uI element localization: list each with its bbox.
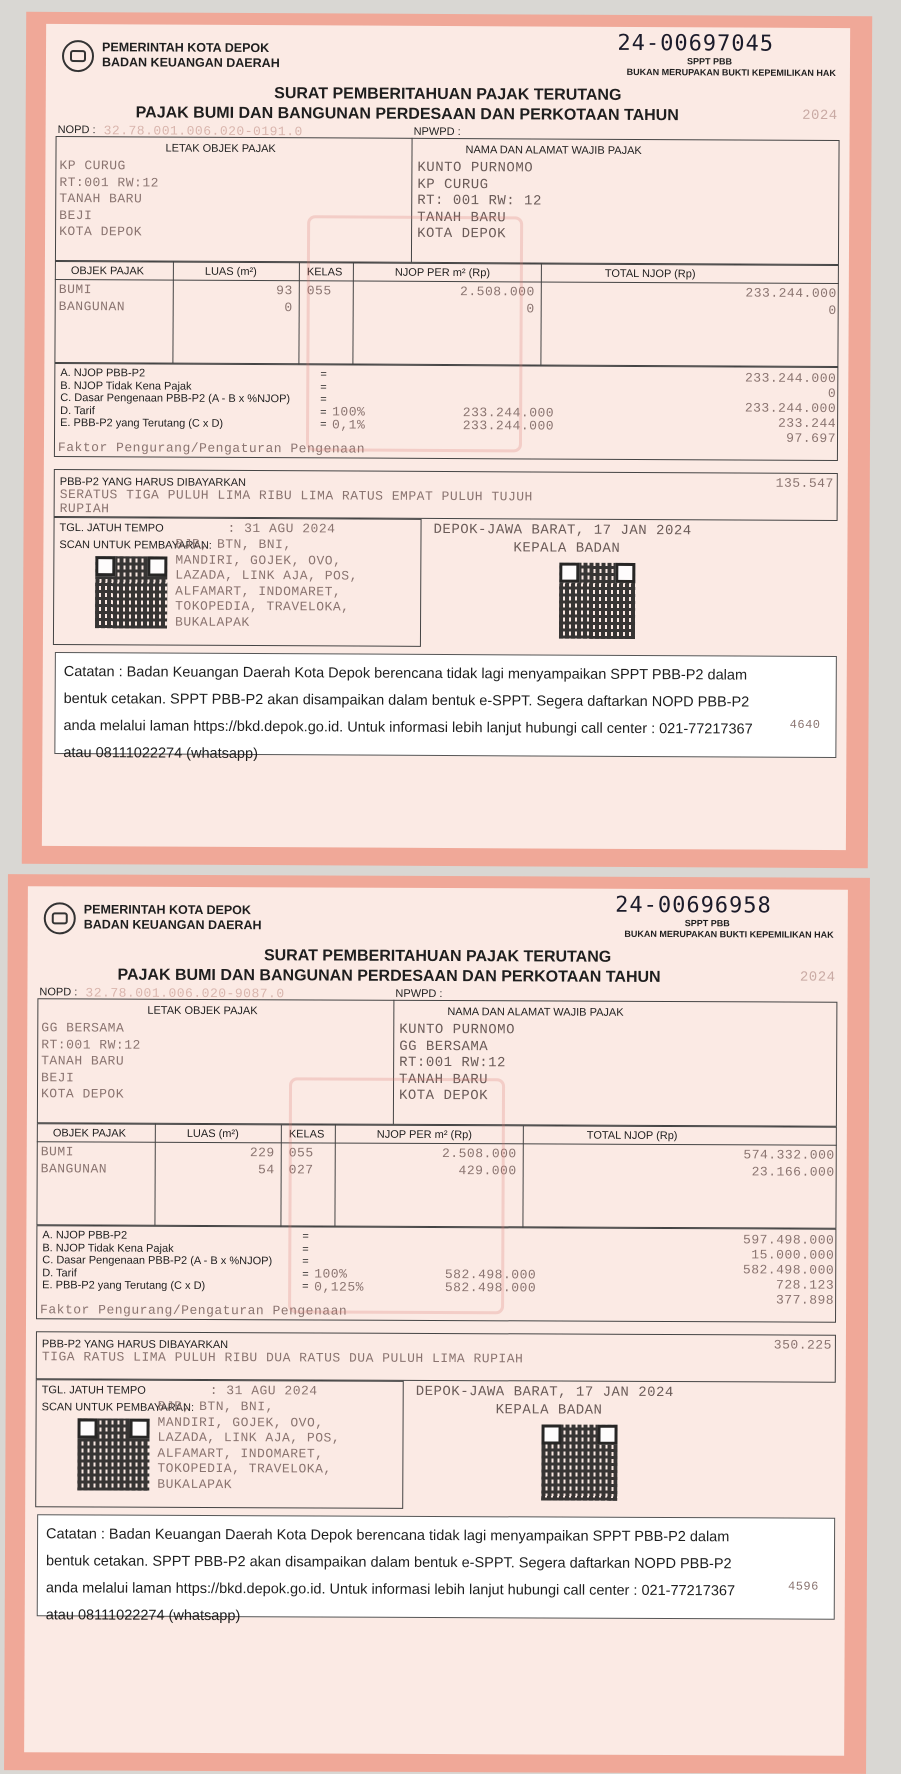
wp-lines-line: KP CURUG [417,176,489,193]
equals-sign: = [320,393,327,406]
letak-lines-line: KOTA DEPOK [40,1086,125,1102]
wp-lines-line: RT: 001 RW: 12 [417,192,542,210]
th-luas: LUAS (m²) [186,1127,239,1141]
nopd-value: 32.78.001.006.020-0191.0 [103,123,303,140]
notice-box [37,1514,835,1625]
payment-qr-icon[interactable] [77,1418,149,1490]
payable-label: PBB-P2 YANG HARUS DIBAYARKAN [41,1338,229,1352]
th-njop: NJOP PER m² (Rp) [394,266,491,280]
calc-labels-line: C. Dasar Pengenaan PBB-P2 (A - B x %NJOP) [42,1254,273,1268]
calc-labels-line: A. NJOP PBB-P2 [42,1229,128,1242]
sheet-inner [42,24,850,850]
th-kelas: KELAS [306,266,343,279]
doc-code: SPPT PBB [684,918,730,929]
terbilang [60,488,533,518]
calc-labels [60,367,290,431]
th-njop: NJOP PER m² (Rp) [376,1128,472,1142]
equals-sign: = [320,405,327,418]
notice-text-line: atau 08111022274 (whatsapp) [45,1607,241,1625]
calc-vals-line: 582.498.000 [742,1262,835,1278]
city-emblem-icon [62,40,94,72]
equals-sign: = [302,1242,309,1255]
th-luas: LUAS (m²) [204,265,257,279]
doc-subtitle: PAJAK BUMI DAN BANGUNAN PERDESAAN DAN PERKOTAAN TAHUN [117,966,661,986]
row1-objek: BUMI [40,1144,74,1160]
calc-mid-pct-line: 100% [332,404,366,420]
sppt-sheet-2 [4,874,870,1774]
gov-name: PEMERINTAH KOTA DEPOK [102,40,270,56]
calc-labels-line: B. NJOP Tidak Kena Pajak [60,379,192,393]
row2-objek: BANGUNAN [58,298,126,315]
calc-labels-line: D. Tarif [60,404,95,417]
row1-luas: 93 [276,283,293,299]
due-date-value: : 31 AGU 2024 [227,520,336,537]
notice-text-line: bentuk cetakan. SPPT PBB-P2 akan disampaikan dalam bentuk e-SPPT. Segera daftarkan NOPD PBB-P2 [45,1553,732,1573]
letak-lines-line: BEJI [59,207,93,223]
sppt-number: 24-00696958 [615,892,772,919]
row1-total: 233.244.000 [745,285,837,302]
scan-label: SCAN UNTUK PEMBAYARAN: [41,1401,195,1414]
calc-mid-val-line: 582.498.000 [444,1279,537,1295]
nopd-label: NOPD : [57,123,96,137]
letak-header: LETAK OBJEK PAJAK [165,142,276,156]
agency-name: BADAN KEUANGAN DAERAH [83,917,262,933]
calc-vals-line: 597.498.000 [743,1232,835,1248]
letak-header: LETAK OBJEK PAJAK [147,1004,258,1018]
row2-luas: 0 [284,300,293,316]
terbilang-line: TIGA RATUS LIMA PULUH RIBU DUA RATUS DUA PULUH LIMA RUPIAH [41,1349,524,1367]
doc-code: SPPT PBB [686,56,733,67]
calc-mid-val-line: 233.244.000 [462,417,555,434]
th-kelas: KELAS [288,1128,325,1141]
wp-lines-line: KUNTO PURNOMO [417,159,534,177]
notice-text-line: Catatan : Badan Keuangan Daerah Kota Depok berencana tidak lagi menyampaikan SPPT PBB-P2 dalam [46,1526,730,1546]
calc-vals-line: 233.244.000 [744,400,837,417]
payable-amount: 350.225 [773,1337,832,1353]
notice-text-line: bentuk cetakan. SPPT PBB-P2 akan disampaikan dalam bentuk e-SPPT. Segera daftarkan NOPD PBB-P2 [63,690,750,711]
wp-header: NAMA DAN ALAMAT WAJIB PAJAK [465,144,642,158]
row1-total: 574.332.000 [743,1147,835,1163]
calc-labels-line: E. PBB-P2 yang Terutang (C x D) [42,1279,206,1292]
npwpd-label: NPWPD : [395,987,443,1001]
calc-mid-val-line: 582.498.000 [444,1267,537,1283]
calc-mid-pct-line: 0,125% [314,1278,365,1295]
letak-lines-line: TANAH BARU [41,1053,125,1069]
notice-text-line: Catatan : Badan Keuangan Daerah Kota Depok berencana tidak lagi menyampaikan SPPT PBB-P2 dalam [63,663,748,684]
watermark-stamp-icon [288,1077,505,1314]
calc-vals-line: 233.244.000 [744,370,837,387]
doc-subtitle: PAJAK BUMI DAN BANGUNAN PERDESAAN DAN PERKOTAAN TAHUN [135,104,679,125]
sheet-inner [24,886,848,1756]
calc-labels-line: C. Dasar Pengenaan PBB-P2 (A - B x %NJOP) [60,391,291,406]
kepala-badan: KEPALA BADAN [513,540,621,557]
wp-lines-line: TANAH BARU [399,1071,489,1088]
equals-sign: = [320,380,327,393]
scan-label: SCAN UNTUK PEMBAYARAN: [59,538,212,552]
serial-number: 4596 [788,1579,819,1594]
city-emblem-icon [44,902,76,934]
calc-labels-line: A. NJOP PBB-P2 [60,366,146,380]
calc-vals [564,370,836,446]
row2-kelas: 027 [288,1162,314,1178]
bank-list-line: TOKOPEDIA, TRAVELOKA, [157,1460,332,1477]
terbilang-line: RUPIAH [59,500,110,517]
wp-lines-line: KOTA DEPOK [398,1087,489,1105]
calc-mid-pct-line: 0,1% [332,416,366,433]
calc-vals-line: 233.244 [777,415,837,432]
notice-text-line: atau 08111022274 (whatsapp) [63,744,258,763]
wp-lines-line: KUNTO PURNOMO [399,1021,516,1039]
bank-list [175,537,358,631]
agency-name: BADAN KEUANGAN DAERAH [101,55,280,71]
terbilang [42,1350,524,1366]
letak-lines [59,158,159,241]
calc-mid-val-line: 233.244.000 [462,405,555,421]
notice-text-line: anda melalui laman https://bkd.depok.go.id. Untuk informasi lebih lanjut hubungi call center : 021-77217367 [45,1580,736,1600]
bank-list-line: TOKOPEDIA, TRAVELOKA, [175,598,350,615]
row2-luas: 54 [258,1162,275,1178]
calc-vals [546,1231,834,1307]
terbilang-line: SERATUS TIGA PULUH LIMA RIBU LIMA RATUS EMPAT PULUH TUJUH [59,486,533,505]
bank-list-line: LAZADA, LINK AJA, POS, [175,567,358,584]
row1-objek: BUMI [58,281,93,298]
payment-qr-icon[interactable] [95,556,167,628]
row1-njop: 2.508.000 [441,1146,517,1162]
npwpd-label: NPWPD : [413,125,461,139]
disclaimer: BUKAN MERUPAKAN BUKTI KEPEMILIKAN HAK [624,928,834,940]
letak-lines-line: KP CURUG [59,157,126,174]
th-total: TOTAL NJOP (Rp) [604,267,696,281]
equals-sign: = [320,368,327,381]
faktor-label: Faktor Pengurang/Pengaturan Pengenaan [40,1302,348,1319]
bank-list-line: ALFAMART, INDOMARET, [175,583,342,599]
wp-lines-line: GG BERSAMA [399,1038,489,1055]
disclaimer: BUKAN MERUPAKAN BUKTI KEPEMILIKAN HAK [626,66,836,79]
row2-total: 0 [828,302,837,319]
equals-sign: = [302,1280,309,1293]
watermark-stamp-icon [306,215,523,452]
faktor-label: Faktor Pengurang/Pengaturan Pengenaan [57,439,366,457]
tax-year: 2024 [799,969,836,986]
tax-year: 2024 [802,107,838,125]
equals-sign: = [302,1230,309,1243]
notice-text [46,1521,826,1632]
wp-header: NAMA DAN ALAMAT WAJIB PAJAK [447,1006,624,1019]
letak-lines-line: RT:001 RW:12 [59,174,160,190]
calc-vals-line: 728.123 [776,1277,835,1293]
sppt-sheet-1 [22,12,872,868]
payable-amount: 135.547 [775,475,834,492]
serial-number: 4640 [789,717,821,732]
gov-name: PEMERINTAH KOTA DEPOK [83,902,251,918]
doc-title: SURAT PEMBERITAHUAN PAJAK TERUTANG [274,85,622,104]
signature-qr-icon [541,1424,617,1500]
bank-list-line: ALFAMART, INDOMARET, [157,1445,324,1462]
letak-lines-line: BEJI [41,1069,75,1085]
row1-njop: 2.508.000 [460,284,535,300]
due-date-label: TGL. JATUH TEMPO [41,1384,146,1397]
doc-title: SURAT PEMBERITAHUAN PAJAK TERUTANG [263,947,612,966]
calc-labels [42,1229,272,1293]
calc-labels-line: E. PBB-P2 yang Terutang (C x D) [60,416,224,430]
calc-labels-line: D. Tarif [42,1266,77,1279]
due-date-value: : 31 AGU 2024 [209,1383,318,1399]
wp-lines-line: TANAH BARU [417,209,507,226]
signature-qr-icon [559,563,635,639]
bank-list-line: MANDIRI, GOJEK, OVO, [175,552,342,568]
bank-list-line: MANDIRI, GOJEK, OVO, [157,1414,324,1431]
row1-kelas: 055 [288,1145,314,1161]
calc-vals-line: 0 [827,385,837,402]
due-date-label: TGL. JATUH TEMPO [59,521,164,535]
calc-mid-pct-line: 100% [314,1266,348,1282]
equals-sign: = [320,418,327,431]
bank-list-line: LAZADA, LINK AJA, POS, [157,1429,341,1446]
nopd-label: NOPD : [39,986,78,999]
equals-sign: = [302,1255,309,1268]
row2-njop: 429.000 [458,1163,517,1179]
calc-vals-line: 15.000.000 [751,1247,835,1263]
notice-text-line: anda melalui laman https://bkd.depok.go.id. Untuk informasi lebih lanjut hubungi call center : 021-77217367 [63,717,753,738]
letak-lines-line: RT:001 RW:12 [41,1036,141,1053]
bank-list [157,1399,340,1493]
payable-label: PBB-P2 YANG HARUS DIBAYARKAN [59,475,247,489]
place-date: DEPOK-JAWA BARAT, 17 JAN 2024 [433,521,692,540]
nopd-value: 32.78.001.006.020-9087.0 [85,985,285,1002]
row2-objek: BANGUNAN [40,1161,108,1177]
row1-luas: 229 [249,1145,275,1161]
notice-box [54,652,837,763]
bank-list-line: BJB, BTN, BNI, [175,536,292,553]
th-total: TOTAL NJOP (Rp) [586,1129,678,1143]
row1-kelas: 055 [306,283,332,299]
bank-list-line: BJB, BTN, BNI, [157,1398,274,1415]
row2-total: 23.166.000 [751,1164,835,1180]
letak-lines-line: GG BERSAMA [41,1020,125,1036]
row2-njop: 0 [526,301,535,317]
letak-lines [41,1020,141,1103]
kepala-badan: KEPALA BADAN [495,1402,603,1419]
letak-lines-line: KOTA DEPOK [59,223,143,240]
calc-vals-line: 97.697 [786,430,837,447]
sppt-number: 24-00697045 [617,30,775,57]
bank-list-line: BUKALAPAK [175,614,250,630]
notice-text [63,659,828,771]
th-objek: OBJEK PAJAK [70,265,145,278]
wp-lines-line: RT:001 RW:12 [399,1054,507,1072]
wp-lines-line: KOTA DEPOK [417,225,507,243]
equals-sign: = [302,1267,309,1280]
calc-labels-line: B. NJOP Tidak Kena Pajak [42,1241,174,1255]
th-objek: OBJEK PAJAK [52,1127,127,1140]
place-date: DEPOK-JAWA BARAT, 17 JAN 2024 [415,1383,674,1402]
calc-vals-line: 377.898 [775,1292,835,1308]
letak-lines-line: TANAH BARU [59,190,143,207]
bank-list-line: BUKALAPAK [157,1476,233,1492]
